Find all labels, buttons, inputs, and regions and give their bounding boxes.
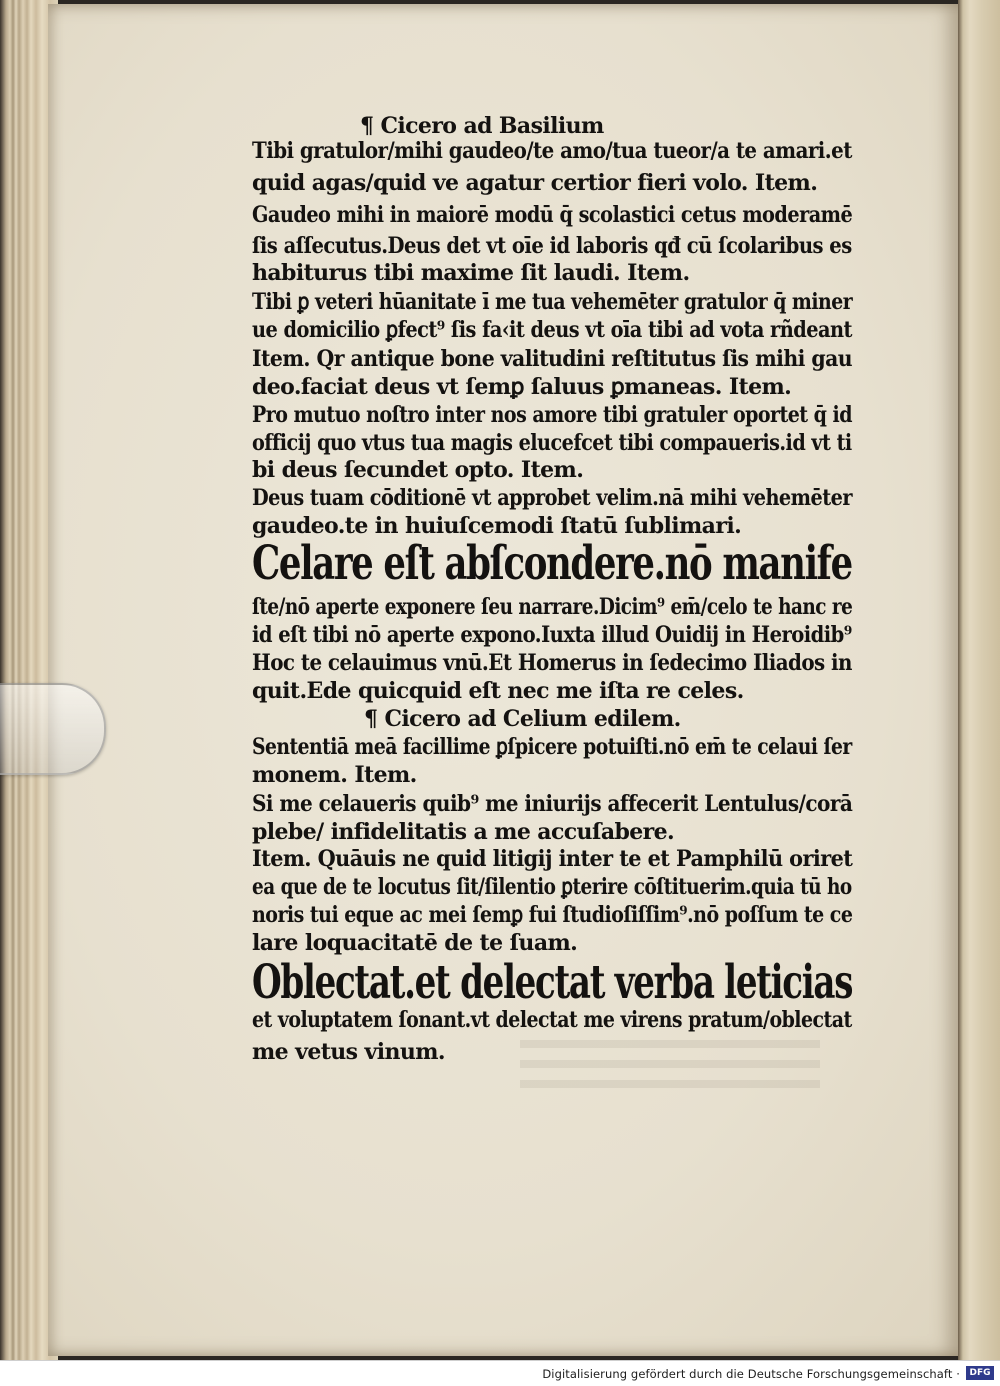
text-line: id eſt tibi nō aperte expono.Iuxta illud Ouidij in Heroidib⁹	[252, 622, 852, 648]
text-line: ea que de te locutus ſit/ſilentio ꝑterire cōſtituerim.quia tū ho	[252, 874, 852, 900]
text-line: Hoc te celauimus vnū.Et Homerus in ſedecimo Iliados in	[252, 650, 852, 676]
text-line: Sententiā meā facillime ꝑſpicere potuiſti.nō em̄ te celaui ſer	[252, 734, 852, 760]
text-line: deo.faciat deus vt ſemꝑ ſaluus ꝑmaneas. Item.	[252, 374, 792, 400]
text-line: monem. Item.	[252, 762, 417, 788]
text-line: Tibi gratulor/mihi gaudeo/te amo/tua tueor/a te amari.et	[252, 138, 852, 164]
text-line: Item. Qr antique bone valitudini reſtitutus ſis mihi gau	[252, 346, 853, 372]
book-right-edge	[958, 0, 1000, 1360]
text-line: ¶ Cicero ad Celium edilem.	[364, 706, 681, 732]
text-line: lare loquacitatē de te ſuam.	[252, 930, 578, 956]
text-line: ¶ Cicero ad Basilium	[360, 113, 604, 139]
text-line: gaudeo.te in huiuſcemodi ſtatū ſublimari.	[252, 513, 742, 539]
text-line: Deus tuam cōditionē vt approbet velim.nā mihi vehemēter	[252, 485, 852, 511]
footer-bar	[0, 1360, 1000, 1386]
text-line: plebe/ infidelitatis a me accuſabere.	[252, 819, 675, 845]
text-line: quit.Ede quicquid eſt nec me iſta re celes.	[252, 678, 744, 704]
text-line: et voluptatem ſonant.vt delectat me virens pratum/oblectat	[252, 1007, 852, 1033]
text-line: Tibi ꝑ veteri hūanitate ī me tua vehemēter gratulor q̄ miner	[252, 289, 853, 315]
text-line: quid agas/quid ve agatur certior fieri volo. Item.	[252, 170, 818, 196]
text-line: Si me celaueris quib⁹ me iniurijs affecerit Lentulus/corā	[252, 791, 853, 817]
text-line: ue domicilio ꝑfect⁹ ſis fa‹it deus vt oīa tibi ad vota rñdeant	[252, 317, 852, 343]
page-clip	[0, 683, 106, 775]
footer-credit: Digitalisierung gefördert durch die Deutsche Forschungsgemeinschaft ·	[542, 1367, 960, 1381]
text-line: noris tui eque ac mei ſemꝑ fui ſtudioſiſſim⁹.nō poſſum te ce	[252, 902, 853, 928]
heading-line: Oblectat.et delectat verba leticias	[252, 955, 853, 1010]
text-line: ſte/nō aperte exponere ſeu narrare.Dicim⁹ em̄/celo te hanc re	[252, 594, 853, 620]
text-line: Gaudeo mihi in maiorē modū q̄ scolastici cetus moderamē	[252, 202, 853, 228]
text-line: officij quo vtus tua magis elucefcet tibi compaueris.id vt ti	[252, 430, 852, 456]
heading-line: Celare eſt abſcondere.nō manife	[252, 536, 852, 591]
text-line: ſis aſſecutus.Deus det vt oīe id laboris qđ cū ſcolaribus es	[252, 233, 852, 259]
text-line: Pro mutuo noſtro inter nos amore tibi gratuler oportet q̄ id	[252, 402, 852, 428]
text-line: me vetus vinum.	[252, 1039, 445, 1065]
dfg-logo: DFG	[966, 1366, 994, 1380]
text-line: habiturus tibi maxime ſit laudi. Item.	[252, 260, 690, 286]
bleed-through-text	[520, 1040, 820, 1090]
text-line: Item. Quāuis ne quid litigij inter te et Pamphilū oriret	[252, 846, 853, 872]
text-line: bi deus ſecundet opto. Item.	[252, 457, 584, 483]
